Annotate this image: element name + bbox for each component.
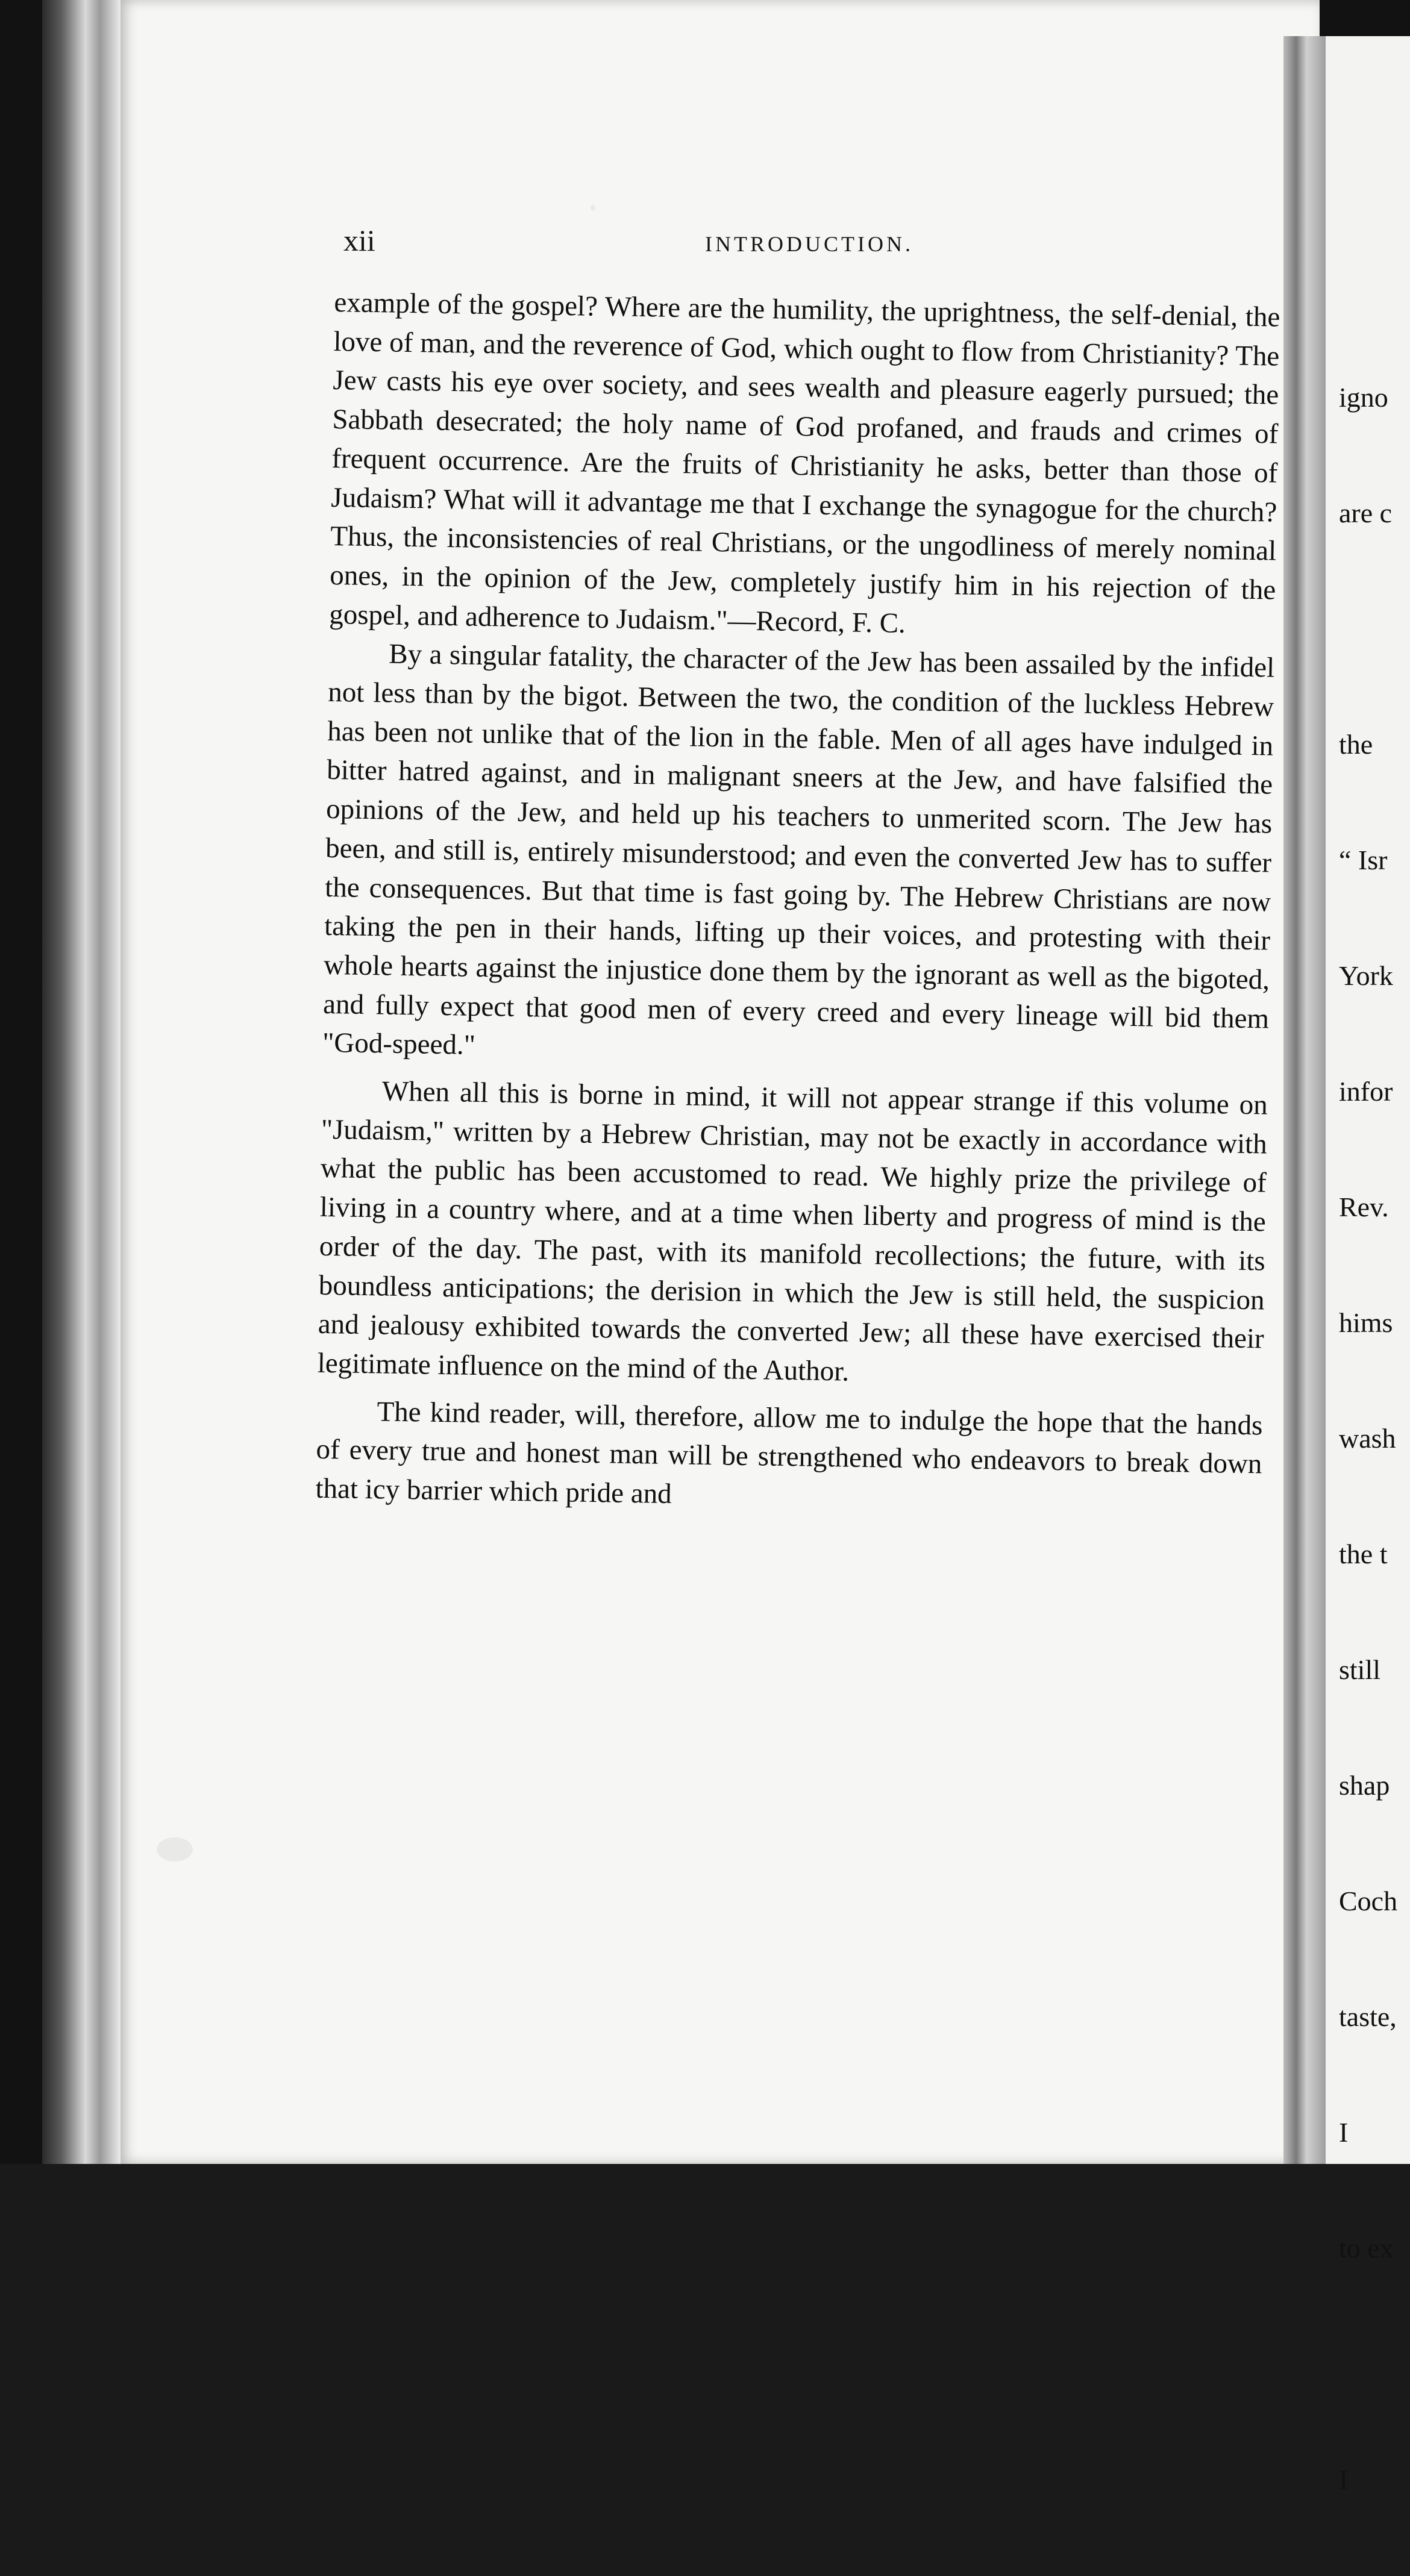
page-speck (591, 205, 595, 211)
facing-line: wash (1339, 1423, 1396, 1454)
facing-line: Coch (1339, 1886, 1398, 1916)
facing-line: the t (1339, 1539, 1388, 1569)
page-body-text (315, 283, 1280, 1523)
header-title: INTRODUCTION. (705, 232, 913, 256)
facing-line: infor (1339, 1076, 1393, 1107)
facing-line: are c (1339, 498, 1393, 528)
page-smudge (157, 1837, 193, 1862)
paragraph: example of the gospel? Where are the humility, the uprightness, the self-denial, the love of man, and the reverence of God, which ought to flow from Christianity? The Jew casts his eye over society, and sees wealth and pleasure eagerly pursued; the Sabbath desecrated; the holy name of God profaned, and frauds and crimes of frequent occurrence. Are the fruits of Christianity he asks, better than those of Judaism? What will it advantage me that I exchange the synagogue for the church? Thus, the inconsistencies of real Christians, or the ungodliness of merely nominal ones, in the opinion of the Jew, completely justify him in his rejection of the gospel, and adherence to Judaism."—Record, F. C. (328, 286, 1280, 639)
page-number: xii (343, 224, 375, 257)
facing-line: York (1339, 960, 1393, 991)
facing-line: still (1339, 1654, 1381, 1685)
facing-page-edge (1326, 36, 1410, 2495)
facing-line (1339, 610, 1397, 648)
facing-line: I (1339, 2117, 1349, 2148)
facing-line: shap (1339, 1770, 1390, 1801)
facing-page-text (1339, 301, 1397, 2576)
facing-line: hims (1339, 1307, 1393, 1338)
page-gutter (1283, 36, 1326, 2164)
facing-line: the (1339, 729, 1373, 760)
facing-line: Rev. (1339, 1192, 1389, 1222)
facing-line: igno (1339, 382, 1388, 413)
facing-line: taste, (1339, 2001, 1397, 2032)
facing-line (1339, 2345, 1397, 2383)
facing-line: to ex (1339, 2233, 1394, 2263)
facing-line: “ Isr (1339, 845, 1388, 875)
paragraph: When all this is borne in mind, it will not appear strange if this volume on "Judaism," written by a Hebrew Christian, may not be exactly in accordance with what the public has been accustomed to read. We highly prize the privilege of living in a country where, and at a time when liberty and progress of mind is the order of the day. The past, with its manifold recollections; the future, with its boundless anticipations; the derision in which the Jew is still held, the suspicion and jealousy exhibited towards the converted Jew; all these have exercised their legitimate influence on the mind of the Author. (317, 1075, 1268, 1387)
paragraph: By a singular fatality, the character of the Jew has been assailed by the infidel not less than by the bigot. Between the two, the condition of the luckless Hebrew has been not unlike that of the lion in the fable. Men of all ages have indulged in bitter hatred against, and in malignant sneers at the Jew, and have falsified the opinions of the Jew, and held up his teachers to unmerited scorn. The Jew has been, and still is, entirely misunderstood; and even the converted Jew has to suffer the consequences. But that time is fast going by. The Hebrew Christians are now taking the pen in their hands, lifting up their voices, and protesting with their whole hearts against the injustice done them by the ignorant as well as the bigoted, and fully expect that good men of every creed and every lineage will bid them "God-speed." (322, 638, 1275, 1061)
paragraph: The kind reader, will, therefore, allow me to indulge the hope that the hands of every true and honest man will be strengthened who endeavors to break down that icy barrier which pride and (315, 1396, 1263, 1510)
facing-line: I (1339, 2464, 1349, 2495)
